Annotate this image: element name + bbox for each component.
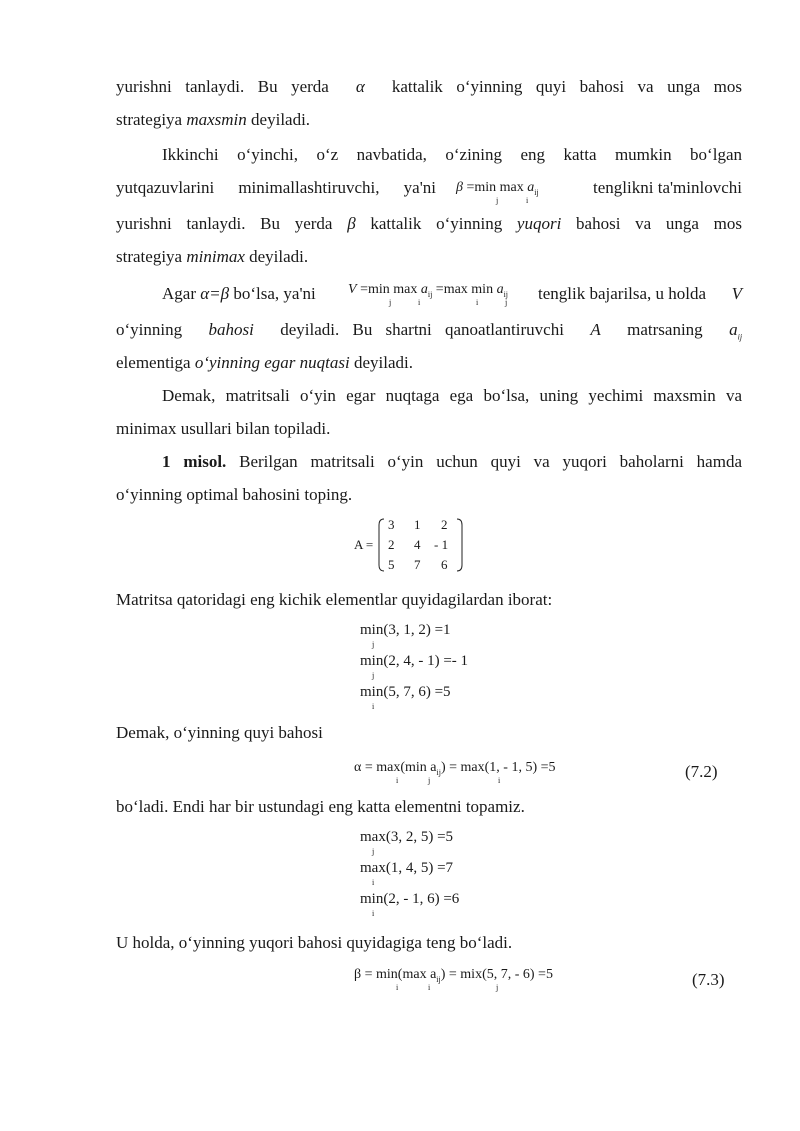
col-max-2: max(1, 4, 5) =7 [360,860,454,876]
equation-7-3: β = min(max $a_{ij}) = mix(5$, 7, - 6) =5 [354,967,553,984]
equation-number-7-2: (7.2) [685,762,718,781]
p3-line2: o‘yinning bahosi deyiladi. Bu shartni qanoatlantiruvchi A matrsaning $a_{ij}$ [116,320,743,342]
row-min-1: min(3, 1, 2) =1 [360,622,451,638]
p3-line3: elementiga o‘yinning egar nuqtasi deyiladi. [116,353,413,372]
sub-j: j [428,776,431,785]
sub-j: j [372,671,375,680]
sub-j: j [389,298,392,307]
p2-line3: yurishni tanlaydi. Bu yerda β kattalik o‘yinning yuqori bahosi va unga mos [116,214,742,233]
example-line2: o‘yinning optimal bahosini toping. [116,485,353,504]
matrix-A [354,515,464,575]
sub-j: j [496,983,499,992]
p2-line1: Ikkinchi o‘yinchi, o‘z navbatida, o‘zining eng katta mumkin bo‘lgan [162,145,742,164]
sub-i: i [372,878,375,887]
beta-minmax-formula: β =min $\max a_{ij}$ [456,180,539,197]
sub-i: i [526,196,529,205]
p2-line4: strategiya minimax deyiladi. [116,247,309,266]
sub-i: i [396,776,399,785]
example-line1: 1 misol. Berilgan matritsali o‘yin uchun quyi va yuqori baholarni hamda [162,452,743,471]
matrix-cell: 1 [414,517,421,532]
sub-i: i [372,909,375,918]
matrix-cell: 6 [441,557,448,572]
matrix-cell: 7 [414,557,421,572]
sub-j: j [372,847,375,856]
matrix-label: A = [354,537,374,552]
lower-value-intro: Demak, o‘yinning quyi bahosi [116,723,323,742]
column-max-intro: bo‘ladi. Endi har bir ustundagi eng katta elementni topamiz. [116,797,525,816]
sub-i: i [372,702,375,711]
matrix-cell: 4 [414,537,421,552]
sub-i: i [396,983,399,992]
alpha-symbol: α [355,77,365,96]
row-min-3: min(5, 7, 6) =5 [360,684,451,700]
matrix-cell: 3 [388,517,395,532]
p4-line1: Demak, matritsali o‘yin egar nuqtaga ega bo‘lsa, uning yechimi maxsmin va [162,386,742,405]
row-min-2: min(2, 4, - 1) =- 1 [360,653,469,669]
upper-value-intro: U holda, o‘yinning yuqori bahosi quyidagiga teng bo‘ladi. [116,933,513,952]
sub-i: i [418,298,421,307]
matrix-cell: 2 [388,537,395,552]
col-max-3: min(2, - 1, 6) =6 [360,891,460,907]
p1-line2: strategiya maxsmin deyiladi. [116,110,311,129]
sub-j: j [505,298,508,307]
matrix-cell: - 1 [434,537,449,552]
sub-i: i [498,776,501,785]
p3-line1: Agar α=β bo‘lsa, ya'ni V =min $\max a_{ij} =\max$ $\min a_{ij}$ j i i j tenglik bajarilsa, u holda V [162,282,742,307]
sub-j: j [496,196,499,205]
matrix-cell: 2 [441,517,448,532]
sub-j: j [372,640,375,649]
col-max-1: max(3, 2, 5) =5 [360,829,454,845]
value-formula: V =min $\max a_{ij} =\max$ $\min a_{ij}$ [348,282,509,299]
p1-line1: yurishni tanlaydi. Bu yerda α kattalik o‘yinning quyi bahosi va unga mos [116,77,742,96]
equation-number-7-3: (7.3) [692,970,725,989]
sub-i: i [476,298,479,307]
row-min-intro: Matritsa qatoridagi eng kichik elementlar quyidagilardan iborat: [116,590,553,609]
equation-7-2: α = max(min $a_{ij}) = \max(1$, - 1, 5) =5 [354,760,556,777]
sub-i: i [428,983,431,992]
p4-line2: minimax usullari bilan topiladi. [116,419,331,438]
matrix-cell: 5 [388,557,395,572]
